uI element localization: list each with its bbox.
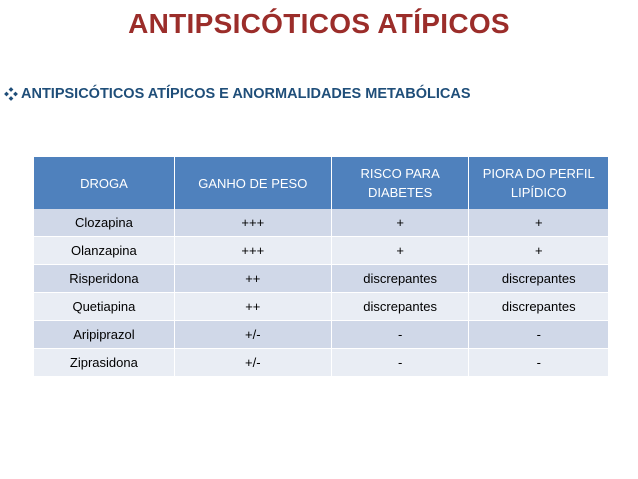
table-header-row — [34, 157, 608, 209]
cell-risco-diabetes: + — [331, 209, 469, 237]
cell-droga: Ziprasidona — [34, 349, 174, 377]
subtitle-text: ANTIPSICÓTICOS ATÍPICOS E ANORMALIDADES METABÓLICAS — [21, 86, 471, 102]
cell-droga: Quetiapina — [34, 293, 174, 321]
cell-risco-diabetes: discrepantes — [331, 293, 469, 321]
diamond-bullet-icon — [4, 87, 18, 101]
header-perfil-line1: PIORA DO PERFIL — [482, 166, 595, 181]
cell-ganho-de-peso: +++ — [174, 209, 331, 237]
header-ganho-line1: GANHO DE PESO — [198, 175, 308, 191]
cell-droga: Risperidona — [34, 265, 174, 293]
table-row — [34, 293, 608, 321]
cell-perfil-lipidico: + — [469, 237, 608, 265]
cell-perfil-lipidico: discrepantes — [469, 293, 608, 321]
header-risco-line1: RISCO PARA — [360, 166, 440, 181]
cell-droga: Olanzapina — [34, 237, 174, 265]
cell-perfil-lipidico: + — [469, 209, 608, 237]
cell-risco-diabetes: - — [331, 349, 469, 377]
cell-perfil-lipidico: discrepantes — [469, 265, 608, 293]
cell-ganho-de-peso: +/- — [174, 349, 331, 377]
header-risco-line2: DIABETES — [367, 185, 433, 200]
cell-perfil-lipidico: - — [469, 349, 608, 377]
header-perfil-lipidico — [469, 157, 608, 209]
cell-droga: Clozapina — [34, 209, 174, 237]
cell-risco-diabetes: + — [331, 237, 469, 265]
header-droga-line1: DROGA — [80, 175, 128, 191]
table-row — [34, 237, 608, 265]
cell-droga: Aripiprazol — [34, 321, 174, 349]
header-ganho-de-peso — [174, 157, 331, 209]
cell-ganho-de-peso: ++ — [174, 265, 331, 293]
header-droga — [34, 157, 174, 209]
subtitle-bullet — [4, 86, 471, 102]
table-row — [34, 209, 608, 237]
cell-perfil-lipidico: - — [469, 321, 608, 349]
header-perfil-line2: LIPÍDICO — [510, 185, 567, 200]
cell-risco-diabetes: - — [331, 321, 469, 349]
cell-ganho-de-peso: ++ — [174, 293, 331, 321]
cell-ganho-de-peso: +++ — [174, 237, 331, 265]
table-row — [34, 349, 608, 377]
slide-title: ANTIPSICÓTICOS ATÍPICOS — [128, 8, 510, 39]
cell-risco-diabetes: discrepantes — [331, 265, 469, 293]
header-risco-diabetes — [331, 157, 469, 209]
metabolic-table — [34, 157, 608, 377]
table-row — [34, 321, 608, 349]
table-row — [34, 265, 608, 293]
cell-ganho-de-peso: +/- — [174, 321, 331, 349]
